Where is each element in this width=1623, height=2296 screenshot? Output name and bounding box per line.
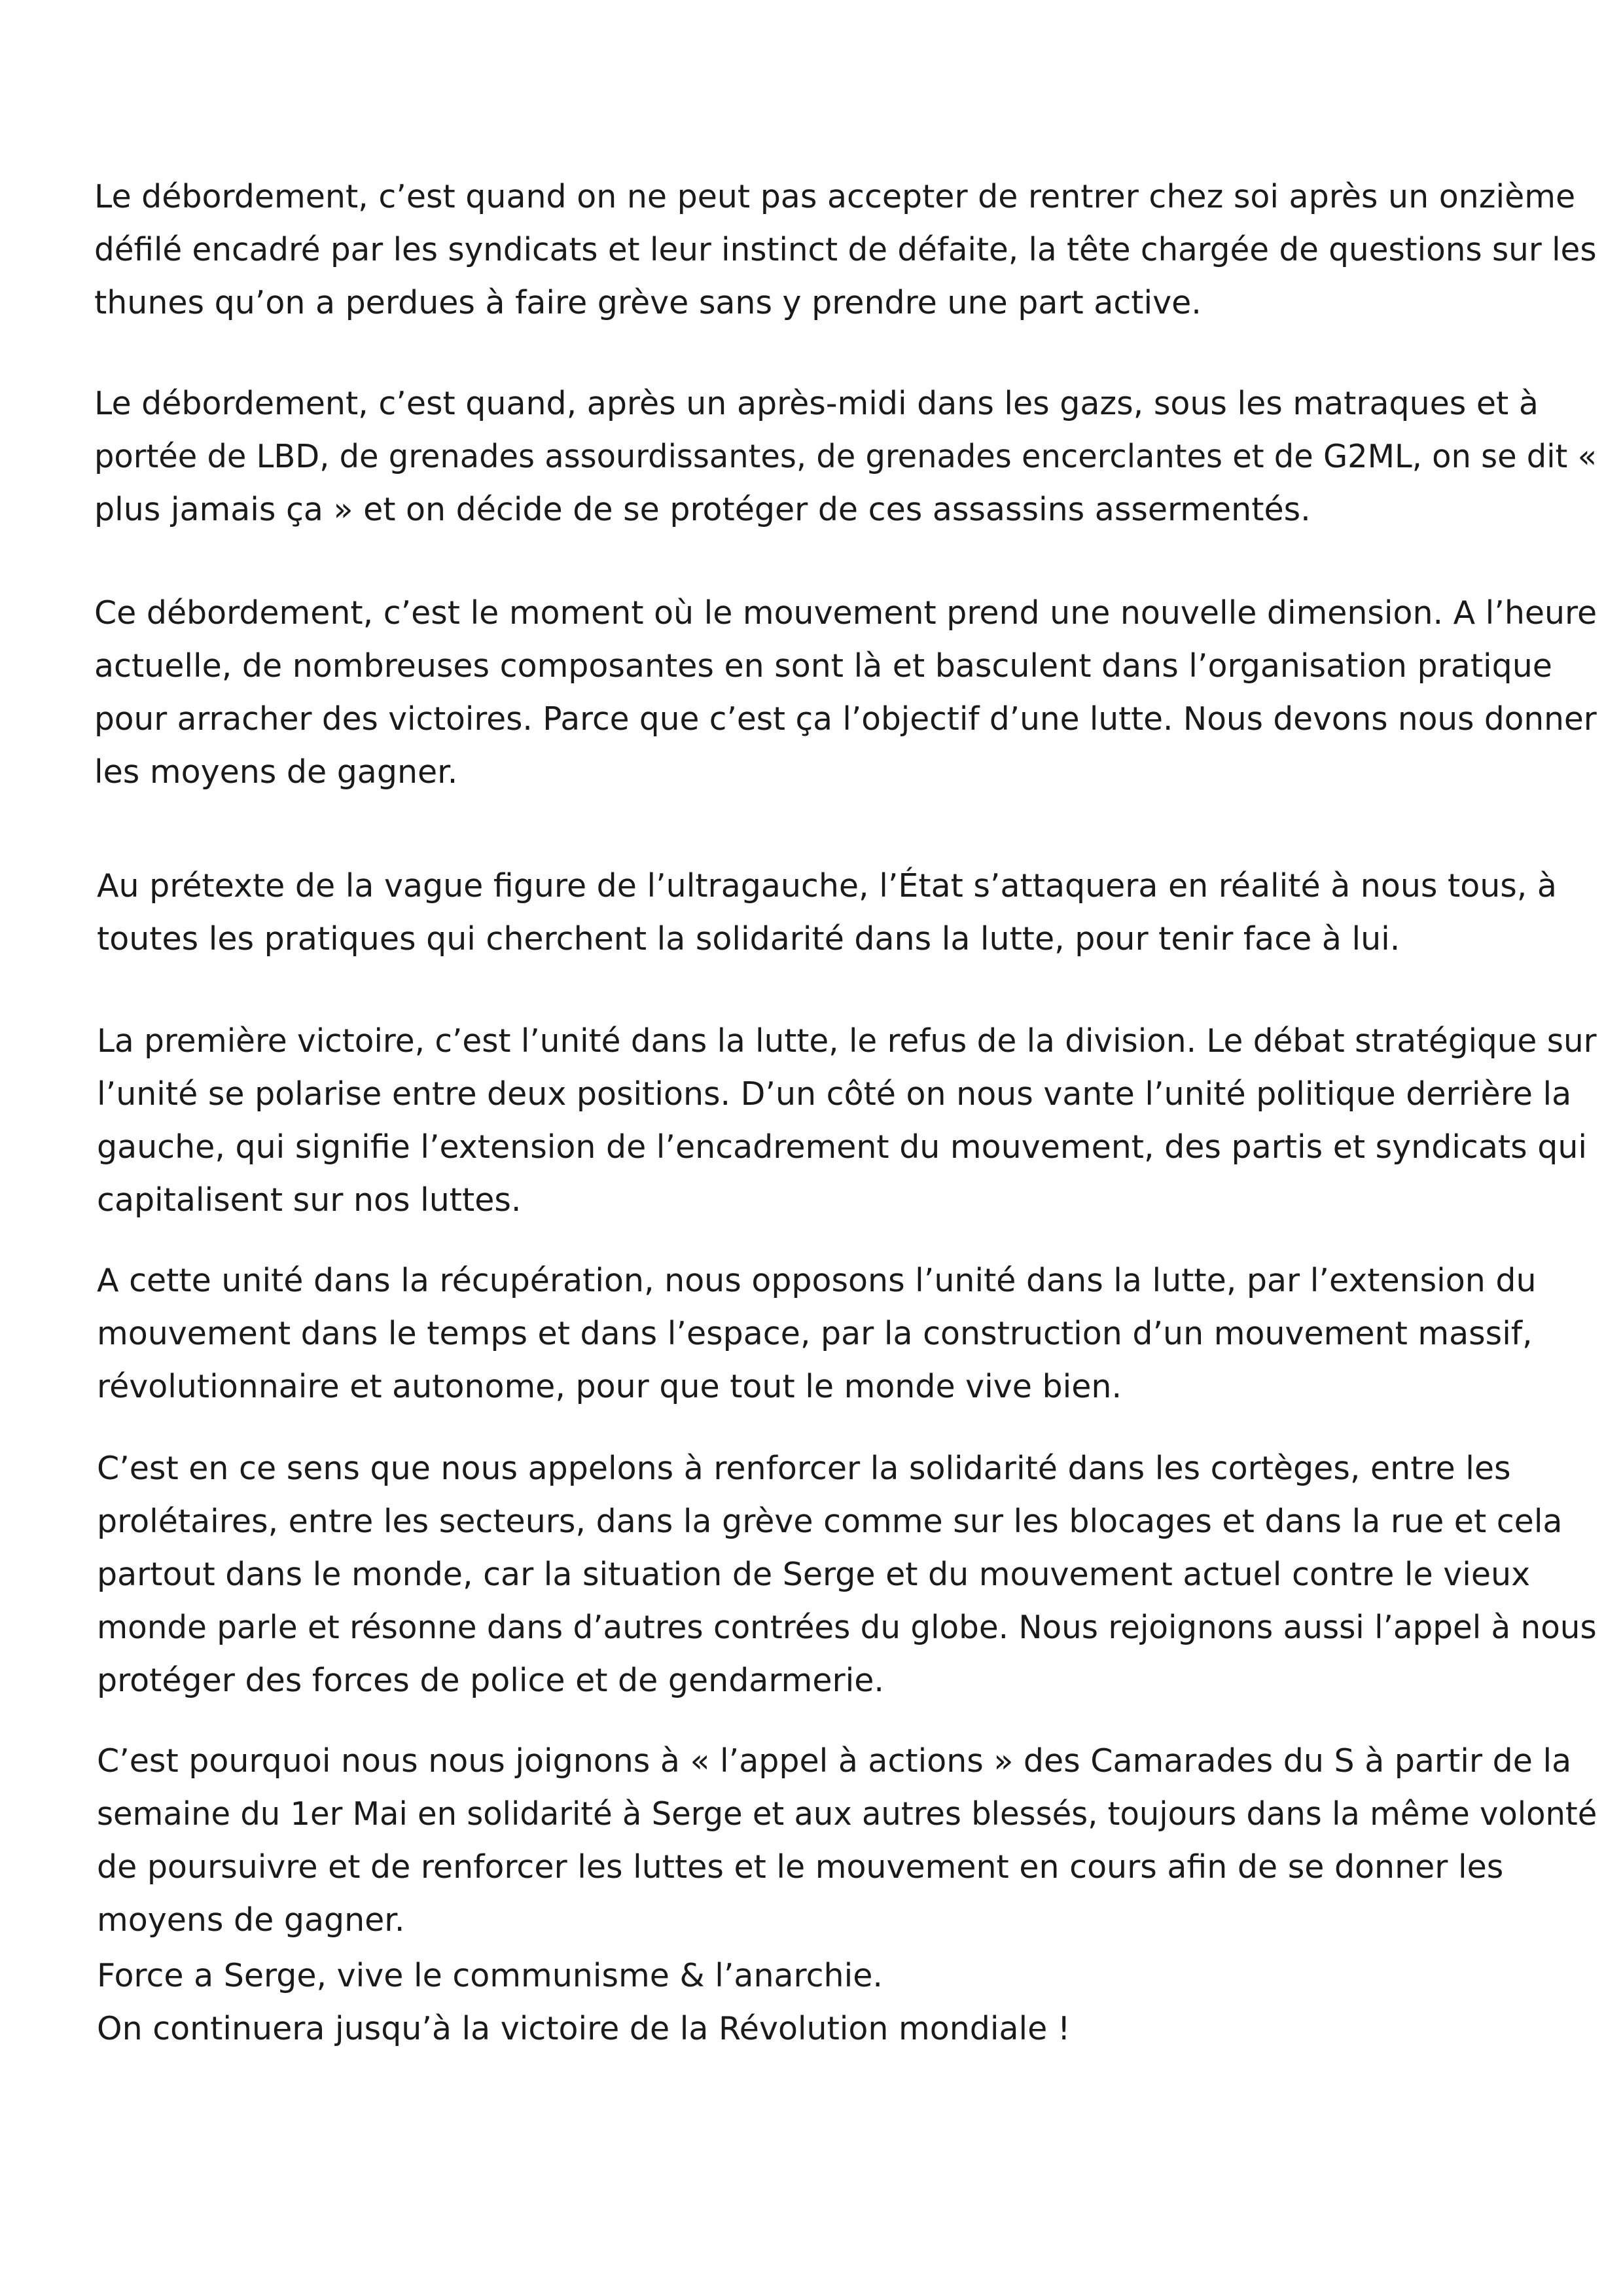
- text-line: l’unité se polarise entre deux positions. D’un côté on nous vante l’unité politique derrière la: [97, 1075, 1572, 1113]
- paragraph-solidarite: [97, 1442, 1616, 1707]
- text-line: toutes les pratiques qui cherchent la solidarité dans la lutte, pour tenir face à lui.: [97, 920, 1400, 958]
- text-line: A cette unité dans la récupération, nous opposons l’unité dans la lutte, par l’extension du: [97, 1262, 1537, 1299]
- text-line: C’est pourquoi nous nous joignons à « l’appel à actions » des Camarades du S à partir de la: [97, 1742, 1572, 1780]
- text-line: monde parle et résonne dans d’autres contrées du globe. Nous rejoignons aussi l’appel à nous: [97, 1609, 1597, 1646]
- text-line: de poursuivre et de renforcer les luttes et le mouvement en cours afin de se donner les: [97, 1848, 1504, 1886]
- text-line: thunes qu’on a perdues à faire grève sans y prendre une part active.: [94, 284, 1202, 321]
- text-line: mouvement dans le temps et dans l’espace, par la construction d’un mouvement massif,: [97, 1315, 1533, 1352]
- text-line: prolétaires, entre les secteurs, dans la grève comme sur les blocages et dans la rue et cela: [97, 1503, 1563, 1540]
- text-line: capitalisent sur nos luttes.: [97, 1181, 522, 1219]
- text-line: plus jamais ça » et on décide de se protéger de ces assassins assermentés.: [94, 491, 1311, 528]
- paragraph-debordement-intro: [94, 170, 1616, 329]
- paragraph-premiere-victoire: [97, 1014, 1614, 1227]
- text-line: les moyens de gagner.: [94, 753, 458, 791]
- text-line: Le débordement, c’est quand on ne peut pas accepter de rentrer chez soi après un onzième: [94, 178, 1576, 215]
- text-line: La première victoire, c’est l’unité dans la lutte, le refus de la division. Le débat stratégique sur: [97, 1022, 1597, 1060]
- text-line: actuelle, de nombreuses composantes en sont là et basculent dans l’organisation pratique: [94, 647, 1552, 685]
- paragraph-ultragauche: [97, 859, 1557, 965]
- text-line: défilé encadré par les syndicats et leur instinct de défaite, la tête chargée de questions sur les: [94, 231, 1597, 268]
- text-line: gauche, qui signifie l’extension de l’encadrement du mouvement, des partis et syndicats qui: [97, 1128, 1587, 1166]
- paragraph-unite-lutte: [97, 1254, 1537, 1413]
- paragraph-debordement-dimension: [94, 586, 1611, 798]
- text-line: partout dans le monde, car la situation de Serge et du mouvement actuel contre le vieux: [97, 1556, 1531, 1593]
- text-line: Le débordement, c’est quand, après un après-midi dans les gazs, sous les matraques et à: [94, 385, 1539, 422]
- text-line: révolutionnaire et autonome, pour que tout le monde vive bien.: [97, 1368, 1122, 1405]
- text-line: portée de LBD, de grenades assourdissantes, de grenades encerclantes et de G2ML, on se dit «: [94, 438, 1597, 475]
- text-line: Au prétexte de la vague figure de l’ultragauche, l’État s’attaquera en réalité à nous tous, à: [97, 867, 1557, 905]
- text-line: On continuera jusqu’à la victoire de la Révolution mondiale !: [97, 2010, 1071, 2047]
- text-line: C’est en ce sens que nous appelons à renforcer la solidarité dans les cortèges, entre les: [97, 1450, 1511, 1487]
- text-line: protéger des forces de police et de gendarmerie.: [97, 1662, 884, 1699]
- text-line: semaine du 1er Mai en solidarité à Serge et aux autres blessés, toujours dans la même volonté: [97, 1795, 1597, 1833]
- text-line: moyens de gagner.: [97, 1901, 405, 1939]
- text-line: pour arracher des victoires. Parce que c’est ça l’objectif d’une lutte. Nous devons nous donner: [94, 700, 1597, 738]
- text-line: Ce débordement, c’est le moment où le mouvement prend une nouvelle dimension. A l’heure: [94, 594, 1597, 632]
- paragraph-closing: [97, 1949, 1071, 2055]
- paragraph-appel-actions: [97, 1734, 1623, 1946]
- paragraph-debordement-protection: [94, 377, 1623, 536]
- text-line: Force a Serge, vive le communisme & l’anarchie.: [97, 1957, 883, 1994]
